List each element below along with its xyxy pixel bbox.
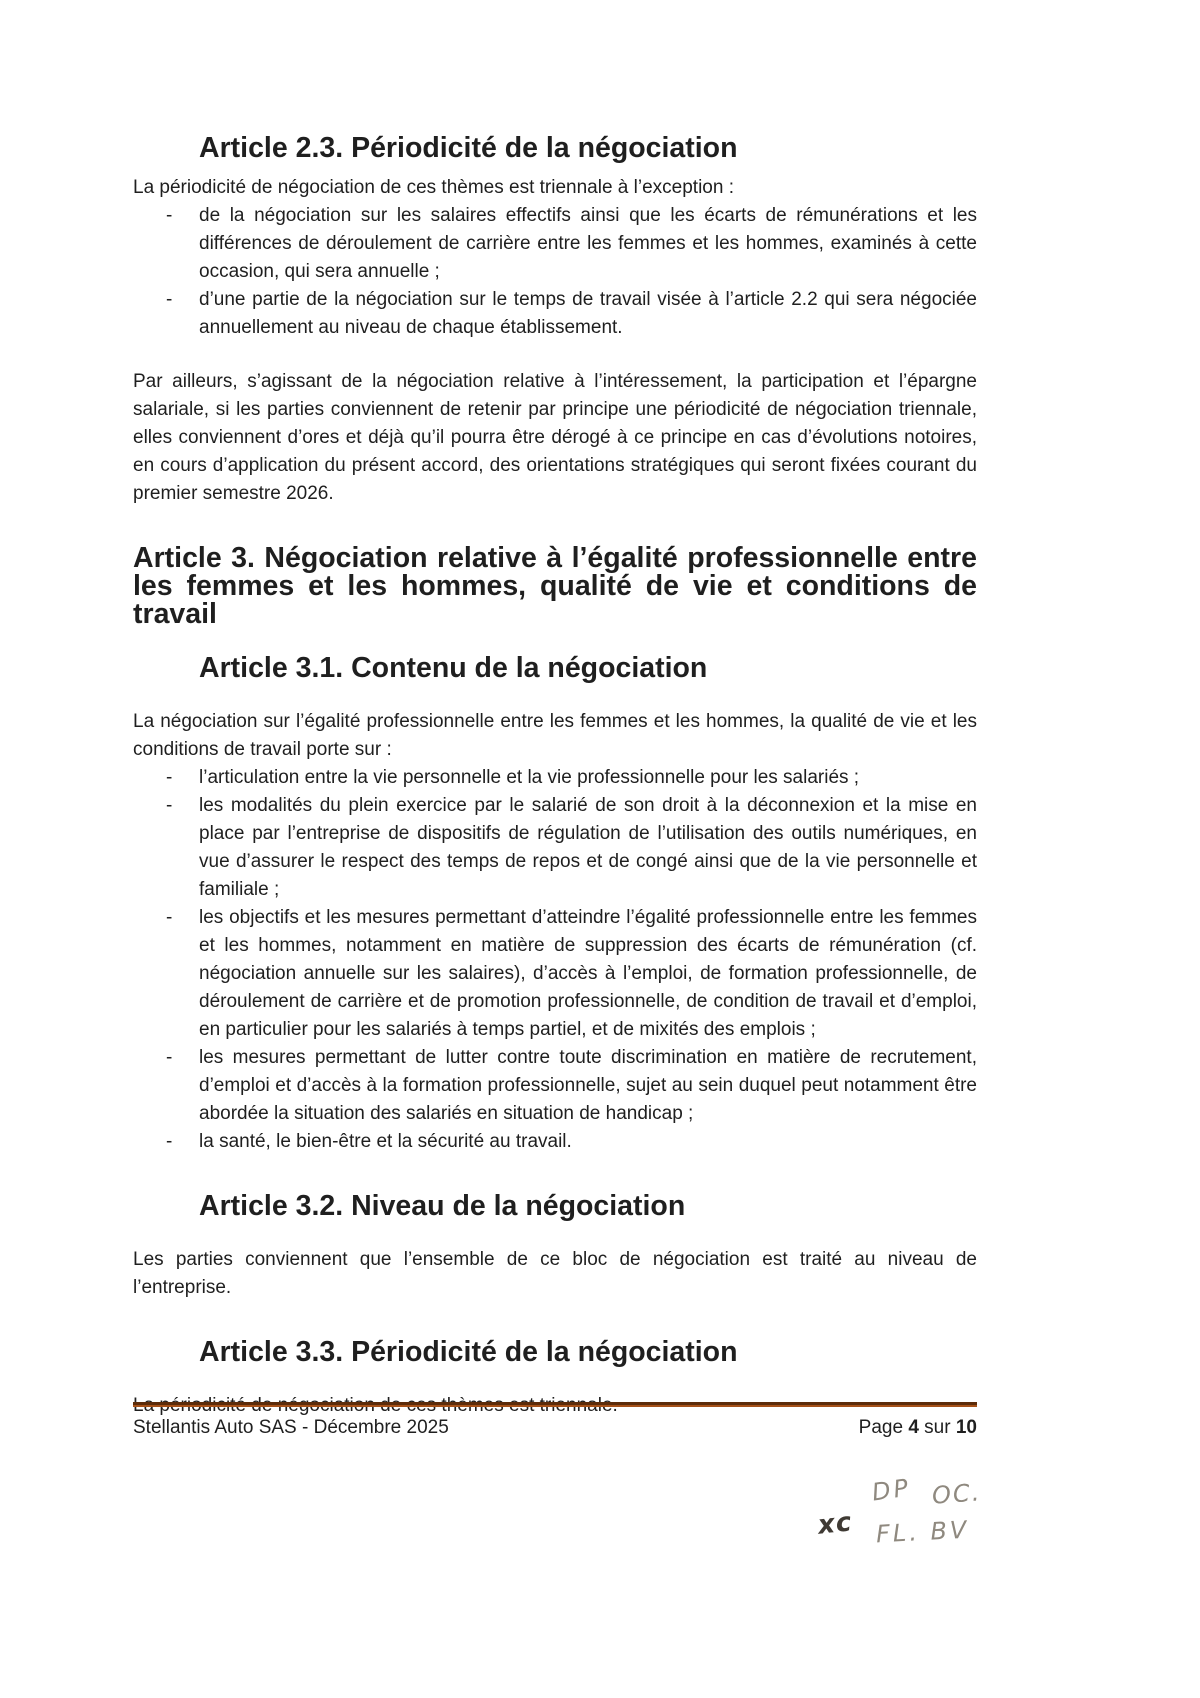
footer-page-total: 10 xyxy=(955,1417,977,1438)
article-3-1-list xyxy=(133,764,977,1156)
list-item xyxy=(133,764,977,792)
list-dash: - xyxy=(166,795,173,816)
list-dash: - xyxy=(166,205,173,226)
list-text: les mesures permettant de lutter contre toute discrimination en matière de recrutement, d’emploi et d’accès à la formation professionnelle, sujet au sein duquel peut notamment être abordée la situation des salariés en situation de handicap ; xyxy=(199,1047,977,1124)
list-dash: - xyxy=(166,907,173,928)
list-text: de la négociation sur les salaires effectifs ainsi que les écarts de rémunérations et les différences de déroulement de carrière entre les femmes et les hommes, examinés à cette occasion, qui sera annuelle ; xyxy=(199,205,977,282)
article-3-2-paragraph: Les parties conviennent que l’ensemble de ce bloc de négociation est traité au niveau de l’entreprise. xyxy=(133,1249,977,1298)
handwriting-mark-oc: OC. xyxy=(931,1478,983,1510)
article-2-3-paragraph: Par ailleurs, s’agissant de la négociation relative à l’intéressement, la participation et l’épargne salariale, si les parties conviennent de retenir par principe une périodicité de négociation triennale, elles conviennent d’ores et déjà qu’il pourra être dérogé à ce principe en cas d’évolutions notoires, en cours d’application du présent accord, des orientations stratégiques qui seront fixées courant du premier semestre 2026. xyxy=(133,371,977,504)
list-text: les objectifs et les mesures permettant d’atteindre l’égalité professionnelle entre les femmes et les hommes, notamment en matière de suppression des écarts de rémunération (cf. négociation annuelle sur les salaires), d’accès à l’emploi, de formation professionnelle, de déroulement de carrière et de promotion professionnelle, de condition de travail et d’emploi, en particulier pour les salariés à temps partiel, et de mixités des emplois ; xyxy=(199,907,977,1040)
list-item xyxy=(133,904,977,1044)
list-text: d’une partie de la négociation sur le temps de travail visée à l’article 2.2 qui sera négociée annuellement au niveau de chaque établissement. xyxy=(199,289,977,338)
footer-left-text: Stellantis Auto SAS - Décembre 2025 xyxy=(133,1417,449,1438)
footer-page-word: Page xyxy=(858,1417,909,1438)
list-text: l’articulation entre la vie personnelle et la vie professionnelle pour les salariés ; xyxy=(199,767,860,788)
list-text: la santé, le bien-être et la sécurité au travail. xyxy=(199,1131,572,1152)
article-3-1-heading: Article 3.1. Contenu de la négociation xyxy=(199,652,708,684)
list-item xyxy=(133,792,977,904)
page-footer xyxy=(133,1414,977,1442)
footer-rule xyxy=(133,1402,977,1407)
article-3-3-heading: Article 3.3. Périodicité de la négociation xyxy=(199,1336,738,1368)
list-dash: - xyxy=(166,1131,173,1152)
list-text: les modalités du plein exercice par le salarié de son droit à la déconnexion et la mise en place par l’entreprise de dispositifs de régulation de l’utilisation des outils numériques, en vue d’assurer le respect des temps de repos et de congé ainsi que de la vie personnelle et familiale ; xyxy=(199,795,977,900)
footer-page-number: 4 xyxy=(908,1417,919,1438)
article-3-2-heading: Article 3.2. Niveau de la négociation xyxy=(199,1190,686,1222)
list-item xyxy=(133,1044,977,1128)
document-body xyxy=(133,134,977,1420)
footer-page-indicator xyxy=(859,1414,977,1442)
article-3-1-intro: La négociation sur l’égalité professionnelle entre les femmes et les hommes, la qualité de vie et les conditions de travail porte sur : xyxy=(133,711,977,760)
article-2-3-heading: Article 2.3. Périodicité de la négociation xyxy=(199,132,738,164)
article-2-3-list xyxy=(133,202,977,342)
footer-sur-word: sur xyxy=(918,1417,956,1438)
handwriting-mark-flbv: FL. BV xyxy=(875,1515,970,1549)
list-dash: - xyxy=(166,1047,173,1068)
list-item xyxy=(133,202,977,286)
list-dash: - xyxy=(166,767,173,788)
article-2-3-intro: La périodicité de négociation de ces thèmes est triennale à l’exception : xyxy=(133,177,734,198)
list-item xyxy=(133,1128,977,1156)
article-3-heading: Article 3. Négociation relative à l’égalité professionnelle entre les femmes et les hommes, qualité de vie et conditions de travail xyxy=(133,542,977,630)
handwriting-mark-dp: DP xyxy=(870,1473,913,1507)
handwritten-initials xyxy=(810,1470,1030,1580)
list-dash: - xyxy=(166,289,173,310)
list-item xyxy=(133,286,977,342)
handwriting-mark-xc: xc xyxy=(816,1507,854,1541)
